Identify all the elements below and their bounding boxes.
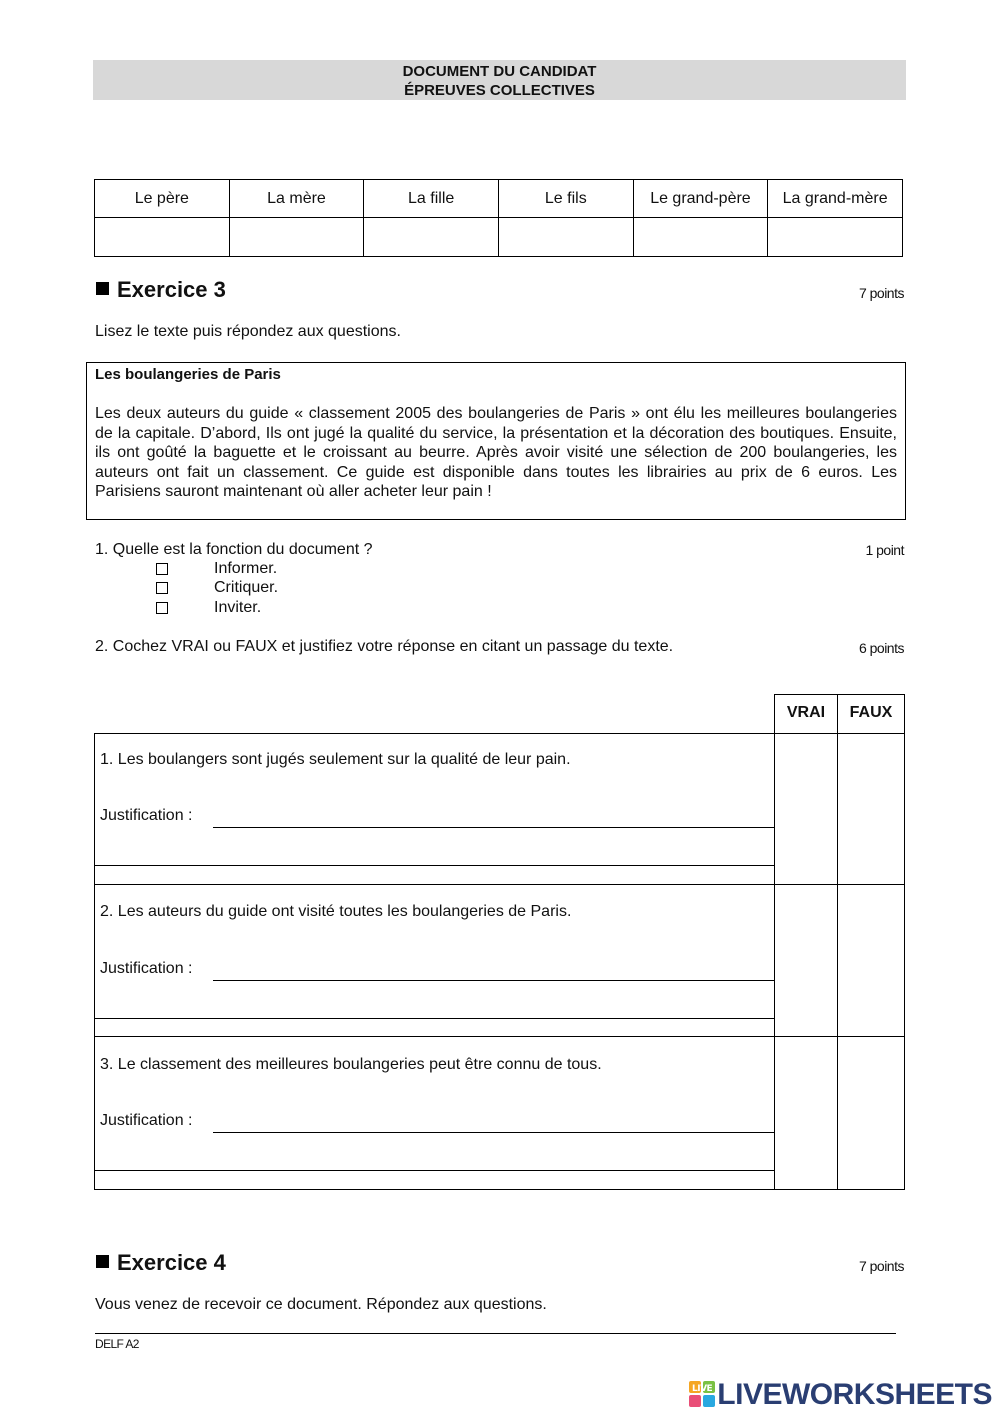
exercise-4-instruction: Vous venez de recevoir ce document. Répondez aux questions. [95, 1296, 547, 1313]
liveworksheets-logo [689, 1378, 992, 1412]
family-col-grand-mere: La grand-mère [768, 180, 903, 218]
family-col-fille: La fille [364, 180, 499, 218]
footer-label: DELF A2 [95, 1337, 139, 1351]
reading-text-box [86, 362, 906, 520]
family-col-mere: La mère [229, 180, 364, 218]
exercise-3-title: Exercice 3 [96, 277, 226, 303]
family-answer-cell[interactable] [95, 218, 230, 257]
checkbox-inviter[interactable] [156, 602, 168, 614]
family-col-grand-pere: Le grand-père [633, 180, 768, 218]
question-2-points: 6 points [858, 640, 904, 656]
faux-cell-3[interactable] [838, 1037, 904, 1189]
question-1-points: 1 point [865, 542, 904, 558]
family-answer-cell[interactable] [768, 218, 903, 257]
header-line-1: DOCUMENT DU CANDIDAT [402, 63, 597, 80]
family-answer-cell[interactable] [229, 218, 364, 257]
justification-label-2: Justification : [100, 960, 193, 977]
liveworksheets-mark-icon [689, 1381, 715, 1407]
justification-field-1[interactable] [213, 804, 774, 826]
vrai-header: VRAI [786, 704, 826, 721]
justification-label-3: Justification : [100, 1112, 193, 1129]
vrai-cell-2[interactable] [775, 885, 837, 1036]
exercise-3-instruction: Lisez le texte puis répondez aux questions. [95, 323, 401, 340]
svg-text:LIVE: LIVE [692, 1384, 713, 1394]
option-informer: Informer. [214, 560, 278, 577]
exercise-3-points: 7 points [858, 285, 904, 301]
exercise-4-title: Exercice 4 [96, 1250, 226, 1276]
faux-cell-1[interactable] [838, 734, 904, 884]
footer-divider [95, 1333, 896, 1334]
checkbox-critiquer[interactable] [156, 582, 168, 594]
family-col-fils: Le fils [498, 180, 633, 218]
justification-field-3[interactable] [213, 1109, 774, 1131]
statement-3: 3. Le classement des meilleures boulangeries peut être connu de tous. [100, 1056, 602, 1073]
option-critiquer: Critiquer. [214, 579, 279, 596]
question-1-text: 1. Quelle est la fonction du document ? [95, 541, 373, 558]
justification-field-2[interactable] [213, 957, 774, 979]
square-bullet-icon [96, 1255, 109, 1268]
family-answer-cell[interactable] [633, 218, 768, 257]
justification-label-1: Justification : [100, 807, 193, 824]
square-bullet-icon [96, 282, 109, 295]
option-inviter: Inviter. [214, 599, 262, 616]
question-2-text: 2. Cochez VRAI ou FAUX et justifiez votre réponse en citant un passage du texte. [95, 638, 674, 655]
header-line-2: ÉPREUVES COLLECTIVES [404, 82, 595, 99]
family-answer-cell[interactable] [364, 218, 499, 257]
faux-header: FAUX [849, 704, 893, 721]
statement-2: 2. Les auteurs du guide ont visité toutes les boulangeries de Paris. [100, 903, 572, 920]
reading-text-title: Les boulangeries de Paris [95, 366, 281, 383]
statement-1: 1. Les boulangers sont jugés seulement sur la qualité de leur pain. [100, 751, 571, 768]
document-header [93, 60, 906, 100]
checkbox-informer[interactable] [156, 563, 168, 575]
family-answer-cell[interactable] [498, 218, 633, 257]
vrai-cell-3[interactable] [775, 1037, 837, 1189]
exercise-4-points: 7 points [858, 1258, 904, 1274]
true-false-table [94, 694, 905, 1190]
faux-cell-2[interactable] [838, 885, 904, 1036]
vrai-cell-1[interactable] [775, 734, 837, 884]
family-table [94, 179, 903, 257]
reading-text-body: Les deux auteurs du guide « classement 2005 des boulangeries de Paris » ont élu les meilleures boulangeries de la capitale. D’abord, Ils ont jugé la qualité du service, la présentation et la décoration des boutiques. Ensuite, ils ont goûté la baguette et le croissant au beurre. Après avoir visité une sélection de 200 boulangeries, les auteurs ont fait un classement. Ce guide est disponible dans toutes les librairies au prix de 6 euros. Les Parisiens sauront maintenant où aller acheter leur pain ! [95, 405, 897, 500]
liveworksheets-wordmark: LIVEWORKSHEETS [717, 1378, 992, 1411]
family-col-pere: Le père [95, 180, 230, 218]
